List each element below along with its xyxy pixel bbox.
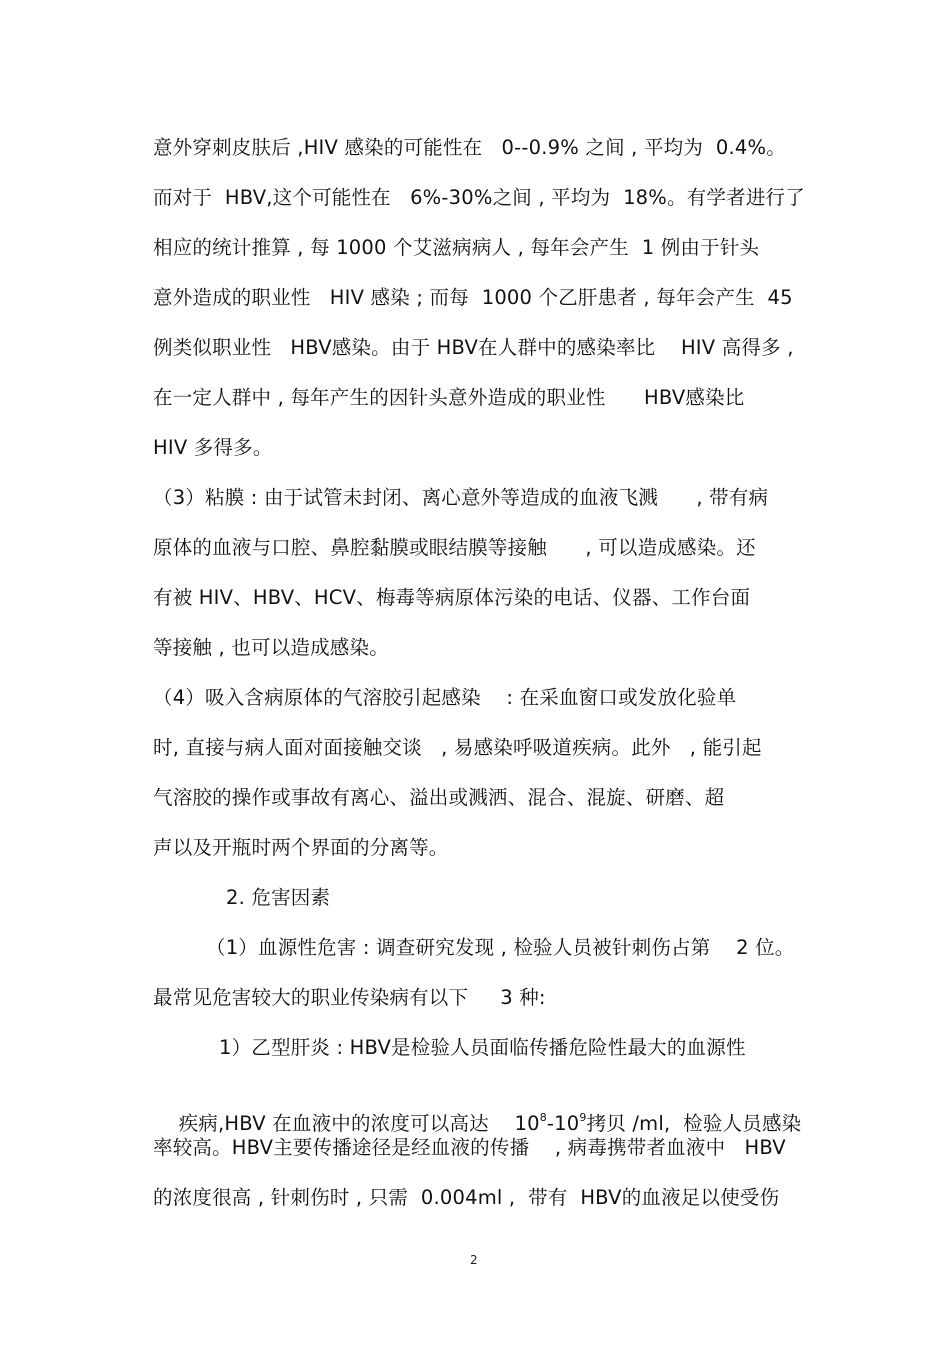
text-line-17: 最常见危害较大的职业传染病有以下 3 种: <box>153 986 546 1009</box>
text-segment-c: 拷贝 /ml, 检验人员感染 <box>586 1112 802 1135</box>
text-line-4: 意外造成的职业性 HIV 感染 ; 而每 1000 个乙肝患者 , 每年会产生 45 <box>153 286 793 309</box>
exponent-9: 9 <box>579 1110 587 1124</box>
text-line-20: 率较高。HBV主要传播途径是经血液的传播 , 病毒携带者血液中 HBV <box>153 1136 786 1159</box>
text-line-14: 气溶胶的操作或事故有离心、溢出或溅洒、混合、混旋、研磨、超 <box>153 786 725 809</box>
text-line-7: HIV 多得多。 <box>153 436 273 459</box>
exponent-8: 8 <box>539 1110 547 1124</box>
text-line-10: 有被 HIV、HBV、HCV、梅毒等病原体污染的电话、仪器、工作台面 <box>153 586 751 609</box>
text-line-18: 1）乙型肝炎 : HBV是检验人员面临传播危险性最大的血源性 <box>219 1036 746 1059</box>
text-segment-b: -10 <box>546 1112 580 1135</box>
text-line-21: 的浓度很高 , 针刺伤时 , 只需 0.004ml , 带有 HBV的血液足以使受伤 <box>153 1186 780 1209</box>
text-line-8: （3）粘膜 : 由于试管未封闭、离心意外等造成的血液飞溅 , 带有病 <box>153 486 769 509</box>
text-line-2: 而对于 HBV,这个可能性在 6%-30%之间 , 平均为 18%。有学者进行了 <box>153 186 805 209</box>
text-line-11: 等接触 , 也可以造成感染。 <box>153 636 389 659</box>
text-line-9: 原体的血液与口腔、鼻腔黏膜或眼结膜等接触 , 可以造成感染。还 <box>153 536 756 559</box>
text-line-3: 相应的统计推算 , 每 1000 个艾滋病病人 , 每年会产生 1 例由于针头 <box>153 236 760 259</box>
text-line-5: 例类似职业性 HBV感染。由于 HBV在人群中的感染率比 HIV 高得多 , <box>153 336 794 359</box>
text-line-15: 声以及开瓶时两个界面的分离等。 <box>153 836 449 859</box>
text-line-12: （4）吸入含病原体的气溶胶引起感染 : 在采血窗口或发放化验单 <box>153 686 737 709</box>
text-line-6: 在一定人群中 , 每年产生的因针头意外造成的职业性 HBV感染比 <box>153 386 745 409</box>
text-segment-a: 疾病,HBV 在血液中的浓度可以高达 10 <box>178 1112 540 1135</box>
page-number: 2 <box>470 1253 478 1267</box>
text-line-13: 时, 直接与病人面对面接触交谈 , 易感染呼吸道疾病。此外 , 能引起 <box>153 736 762 759</box>
section-heading: 2. 危害因素 <box>226 886 331 909</box>
text-line-1: 意外穿刺皮肤后 ,HIV 感染的可能性在 0--0.9% 之间 , 平均为 0.4%。 <box>153 136 786 159</box>
text-line-16: （1）血源性危害 : 调查研究发现 , 检验人员被针刺伤占第 2 位。 <box>206 936 795 959</box>
